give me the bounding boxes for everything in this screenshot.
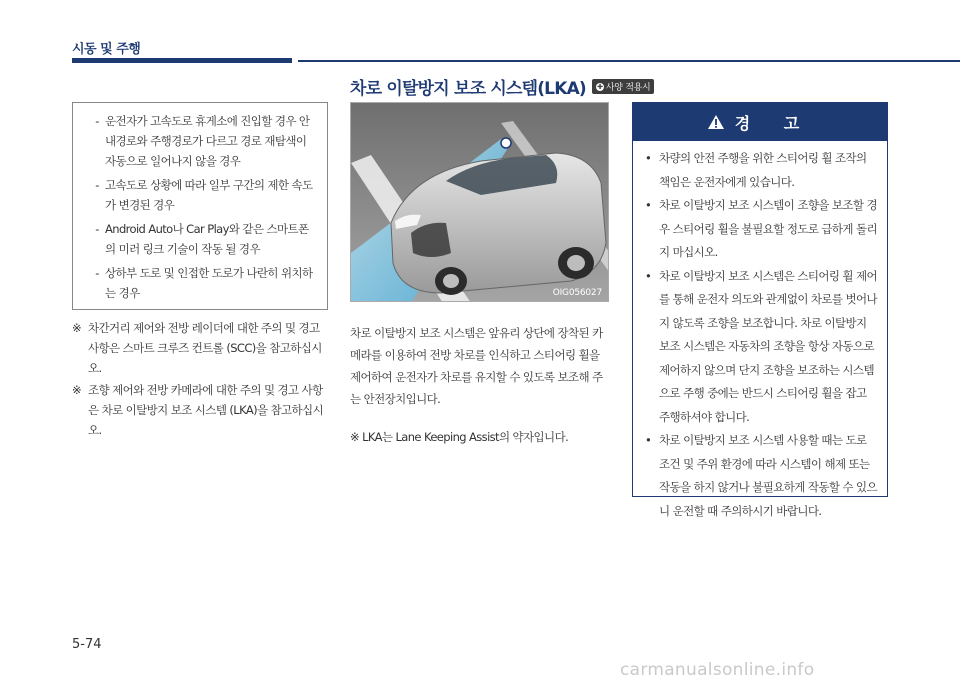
header-rule-thin xyxy=(298,60,960,62)
warning-text: 차량의 안전 주행을 위한 스티어링 휠 조작의 책임은 운전자에게 있습니다. xyxy=(659,151,867,189)
lka-illustration xyxy=(350,102,609,302)
warning-header xyxy=(633,103,887,141)
warning-triangle-icon xyxy=(707,114,725,130)
note-text: 조향 제어와 전방 카메라에 대한 주의 및 경고 사항은 차로 이탈방지 보조 시스템 (LKA)을 참고하십시오. xyxy=(88,383,324,437)
page-number: 5-74 xyxy=(72,637,102,652)
condition-item: - Android Auto나 Car Play와 같은 스마트폰의 미러 링크 기술이 작동 될 경우 xyxy=(89,219,317,259)
condition-text: 고속도로 상황에 따라 일부 구간의 제한 속도가 변경된 경우 xyxy=(105,178,313,212)
page-title-text: 차로 이탈방지 보조 시스템(LKA) xyxy=(350,79,586,99)
bullet-icon: • xyxy=(645,151,652,165)
warning-item xyxy=(645,265,877,430)
note-item xyxy=(72,318,330,378)
condition-item: - 상하부 도로 및 인접한 도로가 나란히 위치하는 경우 xyxy=(89,263,317,303)
bullet-icon: • xyxy=(645,198,652,212)
warning-title: 경 고 xyxy=(734,113,814,133)
note-text: 차간거리 제어와 전방 레이더에 대한 주의 및 경고 사항은 스마트 크루즈 컨트롤 (SCC)을 참고하십시오. xyxy=(88,321,322,375)
option-badge xyxy=(592,79,655,94)
abbreviation-note xyxy=(350,426,612,448)
condition-item: - 고속도로 상황에 따라 일부 구간의 제한 속도가 변경된 경우 xyxy=(89,175,317,215)
warning-text: 차로 이탈방지 보조 시스템은 스티어링 휠 제어를 통해 운전자 의도와 관계없이 차로를 벗어나지 않도록 조향을 보조합니다. 차로 이탈방지 보조 시스템은 자동차의 조향을 항상 자동으로 제어하지 않으며 단지 조향을 보조하는 시스템으로 주행 중에는 반드시 스티어링 휠을 잡고 주행하셔야 합니다. xyxy=(659,268,878,424)
condition-text: 상하부 도로 및 인접한 도로가 나란히 위치하는 경우 xyxy=(105,266,313,300)
warning-box xyxy=(632,102,888,518)
warning-item xyxy=(645,429,877,523)
page-title xyxy=(350,74,654,99)
condition-text: Android Auto나 Car Play와 같은 스마트폰의 미러 링크 기술이 작동 될 경우 xyxy=(105,222,309,256)
bullet-icon: • xyxy=(645,433,652,447)
image-code: OIG056027 xyxy=(552,288,602,298)
note-mark: ※ xyxy=(350,430,360,444)
condition-text: 운전자가 고속도로 휴게소에 진입할 경우 안내경로와 주행경로가 다르고 경로 재탐색이 자동으로 일어나지 않을 경우 xyxy=(105,114,310,168)
option-badge-label: 사양 적용시 xyxy=(605,83,651,93)
option-icon: ✚ xyxy=(597,82,603,91)
abbreviation-text: LKA는 Lane Keeping Assist의 약자입니다. xyxy=(362,430,569,444)
warning-text: 차로 이탈방지 보조 시스템 사용할 때는 도로 조건 및 주위 환경에 따라 시스템이 해제 또는 작동을 하지 않거나 불필요하게 작동할 수 있으니 운전할 때 주의하시기 바랍니다. xyxy=(659,433,878,518)
warning-text: 차로 이탈방지 보조 시스템이 조향을 보조할 경우 스티어링 휠을 불필요할 정도로 급하게 돌리지 마십시오. xyxy=(659,198,878,259)
warning-item xyxy=(645,194,877,265)
section-title: 시동 및 주행 xyxy=(72,42,141,57)
note-item xyxy=(72,380,330,440)
watermark: carmanualsonline.info xyxy=(620,660,815,680)
warning-list xyxy=(633,141,887,523)
lka-description: 차로 이탈방지 보조 시스템은 앞유리 상단에 장착된 카메라를 이용하여 전방 차로를 인식하고 스티어링 휠을 제어하여 운전자가 차로를 유지할 수 있도록 보조해 주는 안전장치입니다. xyxy=(350,326,603,406)
conditions-box xyxy=(72,102,328,310)
header-rule-thick xyxy=(72,58,292,63)
car-illustration xyxy=(351,103,609,302)
warning-item xyxy=(645,147,877,194)
note-mark: ※ xyxy=(72,383,82,397)
bullet-icon: • xyxy=(645,268,652,283)
note-mark: ※ xyxy=(72,321,82,335)
condition-item: - 운전자가 고속도로 휴게소에 진입할 경우 안내경로와 주행경로가 다르고 경로 재탐색이 자동으로 일어나지 않을 경우 xyxy=(89,111,317,171)
